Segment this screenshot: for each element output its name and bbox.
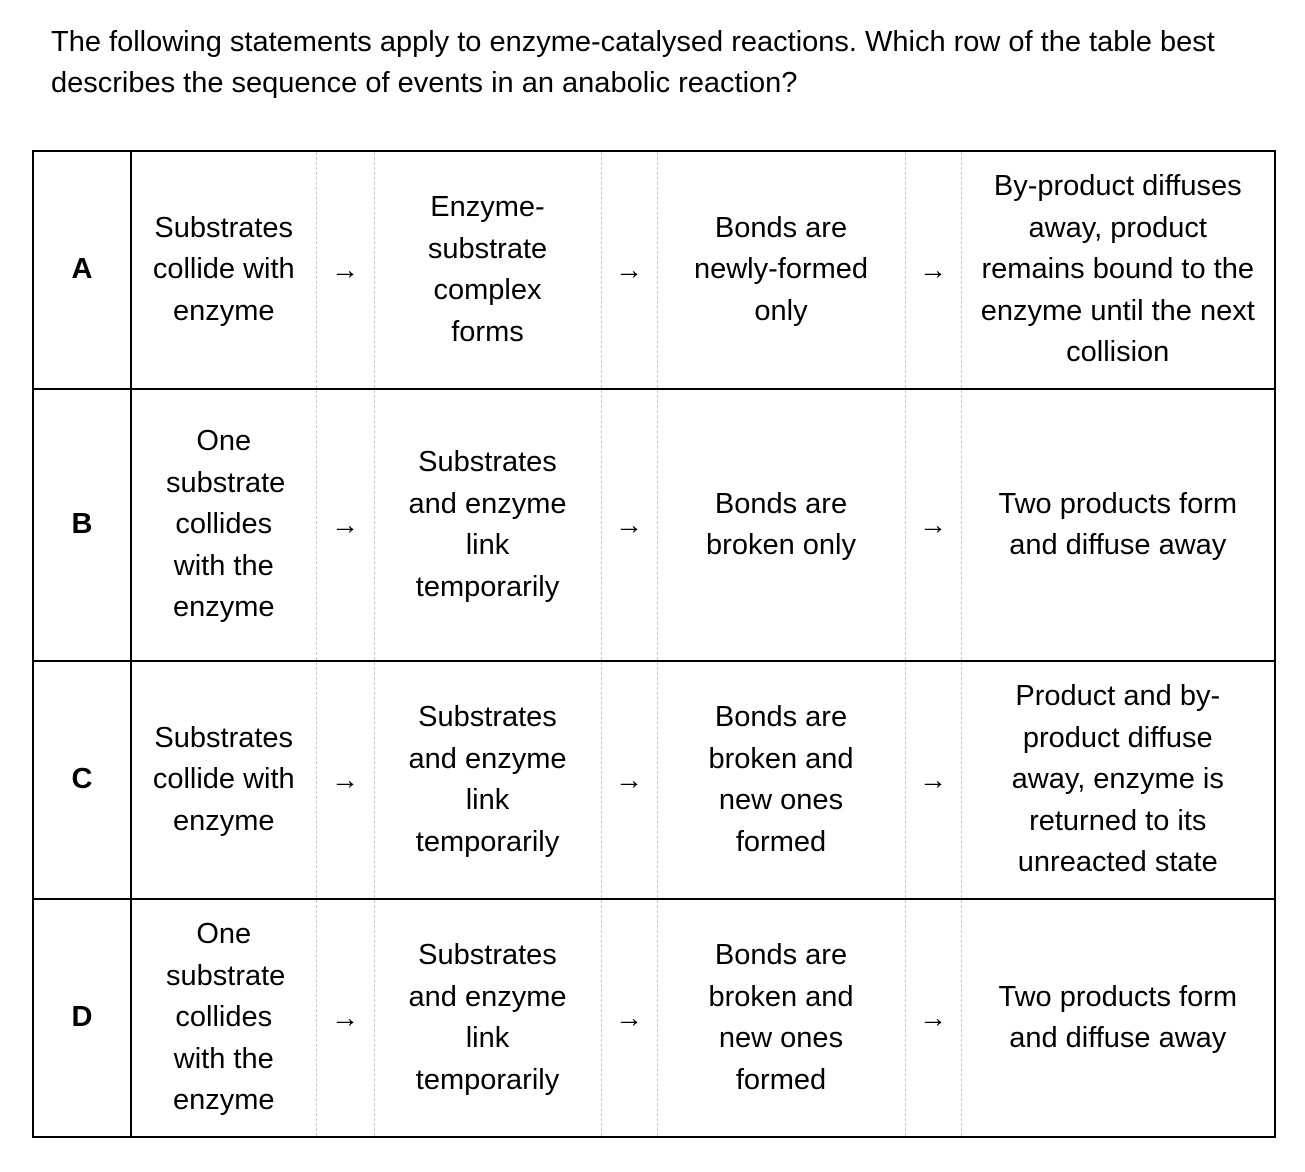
step-4-cell: Two products form and diffuse away bbox=[961, 389, 1275, 661]
step-3-cell: Bonds are newly-formed only bbox=[657, 151, 905, 389]
step-2-cell: Substrates and enzyme link temporarily bbox=[374, 661, 601, 899]
arrow-icon: → bbox=[316, 389, 374, 661]
arrow-icon: → bbox=[905, 899, 961, 1137]
step-4-cell: Two products form and diffuse away bbox=[961, 899, 1275, 1137]
step-3-cell: Bonds are broken and new ones formed bbox=[657, 899, 905, 1137]
option-row-d bbox=[33, 899, 1275, 1137]
option-letter: A bbox=[33, 151, 131, 389]
arrow-icon: → bbox=[601, 151, 657, 389]
option-row-c bbox=[33, 661, 1275, 899]
option-letter: D bbox=[33, 899, 131, 1137]
option-row-b bbox=[33, 389, 1275, 661]
option-letter: B bbox=[33, 389, 131, 661]
step-4-cell: Product and by-product diffuse away, enzyme is returned to its unreacted state bbox=[961, 661, 1275, 899]
options-table bbox=[32, 150, 1276, 1138]
arrow-icon: → bbox=[316, 899, 374, 1137]
step-1-cell: One substrate collides with the enzyme bbox=[131, 389, 316, 661]
arrow-icon: → bbox=[601, 899, 657, 1137]
arrow-icon: → bbox=[905, 661, 961, 899]
option-letter: C bbox=[33, 661, 131, 899]
question-text: The following statements apply to enzyme-catalysed reactions. Which row of the table best describes the sequence of events in an anabolic reaction? bbox=[51, 26, 1215, 99]
arrow-icon: → bbox=[601, 661, 657, 899]
step-2-cell: Substrates and enzyme link temporarily bbox=[374, 899, 601, 1137]
step-3-cell: Bonds are broken only bbox=[657, 389, 905, 661]
step-1-cell: One substrate collides with the enzyme bbox=[131, 899, 316, 1137]
step-2-cell: Enzyme-substrate complex forms bbox=[374, 151, 601, 389]
arrow-icon: → bbox=[905, 151, 961, 389]
step-1-cell: Substrates collide with enzyme bbox=[131, 151, 316, 389]
step-4-cell: By-product diffuses away, product remains bound to the enzyme until the next collision bbox=[961, 151, 1275, 389]
option-row-a bbox=[33, 151, 1275, 389]
arrow-icon: → bbox=[601, 389, 657, 661]
step-1-cell: Substrates collide with enzyme bbox=[131, 661, 316, 899]
arrow-icon: → bbox=[905, 389, 961, 661]
step-3-cell: Bonds are broken and new ones formed bbox=[657, 661, 905, 899]
arrow-icon: → bbox=[316, 661, 374, 899]
arrow-icon: → bbox=[316, 151, 374, 389]
step-2-cell: Substrates and enzyme link temporarily bbox=[374, 389, 601, 661]
